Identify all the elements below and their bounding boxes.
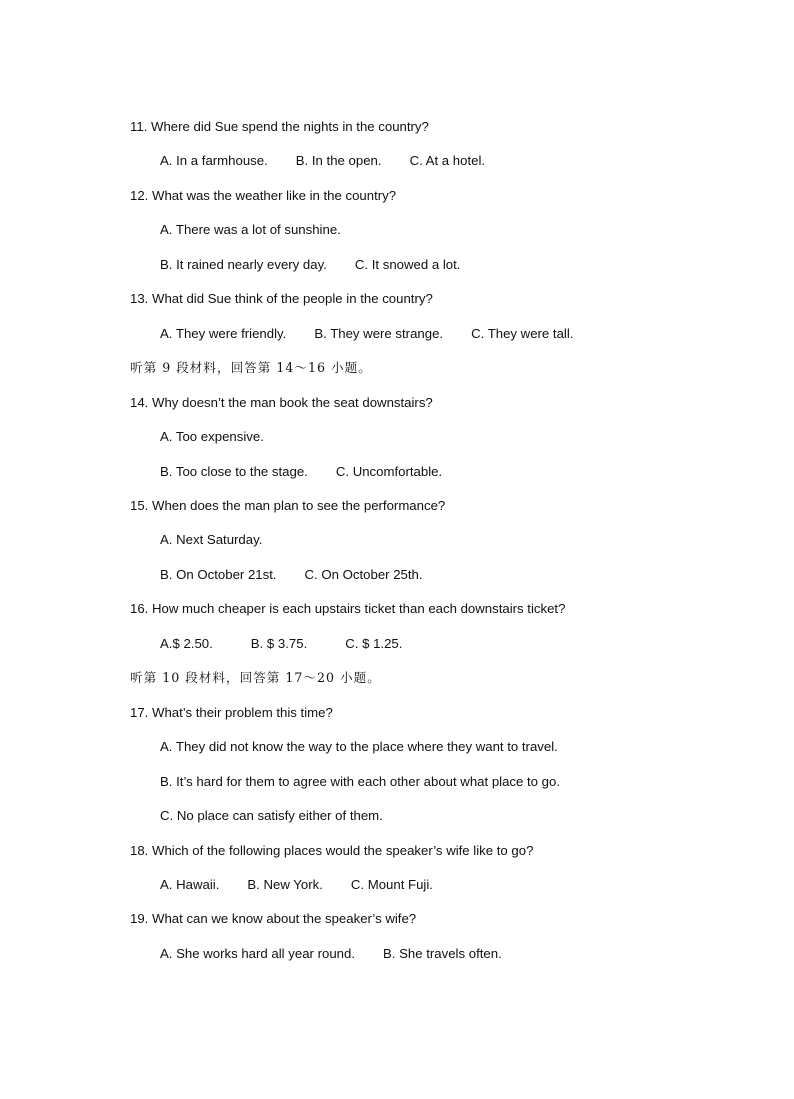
option-11a: A. In a farmhouse. — [160, 153, 268, 168]
option-11b: B. In the open. — [295, 153, 382, 168]
option-17b: B. It’s hard for them to agree with each other about what place to go. — [160, 774, 561, 789]
option-14a: A. Too expensive. — [160, 429, 264, 444]
question-12-options-bc — [160, 256, 460, 274]
question-19: 19. What can we know about the speaker’s wife? — [130, 911, 417, 926]
question-15: 15. When does the man plan to see the performance? — [130, 498, 446, 513]
question-17: 17. What’s their problem this time? — [130, 705, 333, 720]
option-15c: C. On October 25th. — [304, 567, 423, 582]
section-10-instruction: 听第 10 段材料，回答第 17～20 小题。 — [130, 670, 381, 685]
question-13-options — [160, 325, 573, 343]
option-13a: A. They were friendly. — [160, 326, 287, 341]
question-18: 18. Which of the following places would the speaker’s wife like to go? — [130, 843, 534, 858]
question-19-options — [160, 945, 502, 963]
question-16: 16. How much cheaper is each upstairs ticket than each downstairs ticket? — [130, 601, 566, 616]
question-12: 12. What was the weather like in the country? — [130, 188, 397, 203]
option-18a: A. Hawaii. — [160, 877, 220, 892]
option-12c: C. It snowed a lot. — [354, 257, 461, 272]
option-19b: B. She travels often. — [382, 946, 502, 961]
question-11-options — [160, 152, 485, 170]
option-15a: A. Next Saturday. — [160, 532, 263, 547]
option-13c: C. They were tall. — [471, 326, 574, 341]
option-18c: C. Mount Fuji. — [350, 877, 433, 892]
option-18b: B. New York. — [247, 877, 323, 892]
option-14c: C. Uncomfortable. — [335, 464, 443, 479]
question-18-options — [160, 876, 433, 894]
option-19a: A. She works hard all year round. — [160, 946, 355, 961]
option-17c: C. No place can satisfy either of them. — [160, 808, 383, 823]
question-14: 14. Why doesn’t the man book the seat downstairs? — [130, 395, 433, 410]
option-17a: A. They did not know the way to the place where they want to travel. — [160, 739, 558, 754]
option-15b: B. On October 21st. — [160, 567, 277, 582]
question-16-options — [160, 635, 402, 653]
option-16b: B. $ 3.75. — [250, 636, 308, 651]
option-16a: A.$ 2.50. — [160, 636, 213, 651]
option-16c: C. $ 1.25. — [345, 636, 403, 651]
section-9-instruction: 听第 9 段材料，回答第 14～16 小题。 — [130, 360, 372, 375]
option-12b: B. It rained nearly every day. — [160, 257, 327, 272]
question-13: 13. What did Sue think of the people in the country? — [130, 291, 433, 306]
question-11: 11. Where did Sue spend the nights in the country? — [130, 119, 429, 134]
option-14b: B. Too close to the stage. — [160, 464, 308, 479]
question-15-options-bc — [160, 566, 423, 584]
question-14-options-bc — [160, 463, 442, 481]
option-13b: B. They were strange. — [314, 326, 444, 341]
option-12a: A. There was a lot of sunshine. — [160, 222, 341, 237]
option-11c: C. At a hotel. — [409, 153, 486, 168]
